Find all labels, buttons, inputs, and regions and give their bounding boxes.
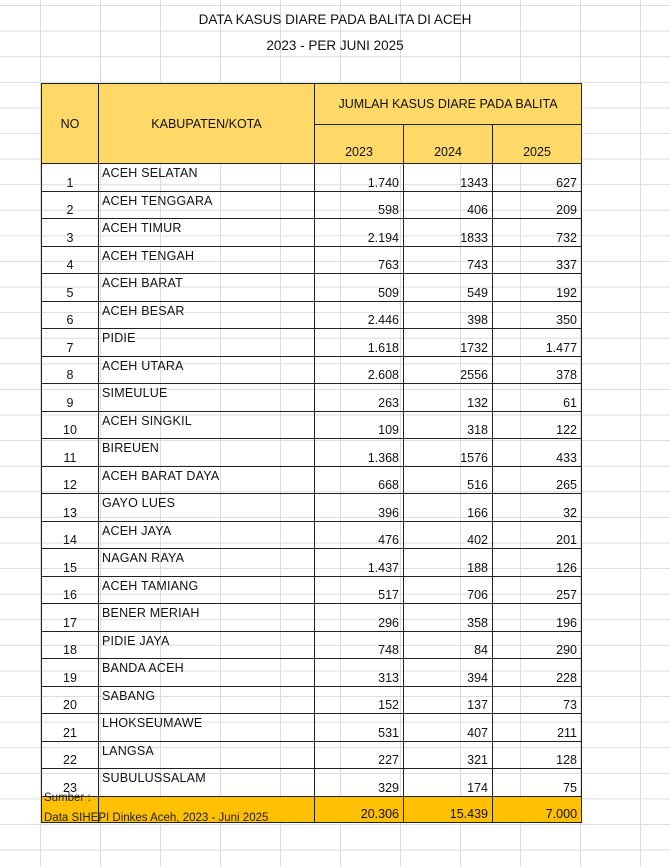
cell-2024: 358 — [404, 604, 493, 632]
cell-2024: 1833 — [404, 219, 493, 247]
cell-kabupaten: PIDIE — [99, 329, 315, 357]
cell-2024: 2556 — [404, 356, 493, 384]
cell-2025: 211 — [493, 714, 582, 742]
cell-2023: 2.608 — [315, 356, 404, 384]
cell-kabupaten: SUBULUSSALAM — [99, 769, 315, 797]
cell-2024: 706 — [404, 576, 493, 604]
cell-2024: 318 — [404, 411, 493, 439]
cell-2025: 61 — [493, 384, 582, 412]
cell-kabupaten: NAGAN RAYA — [99, 549, 315, 577]
cell-2023: 152 — [315, 686, 404, 714]
cell-kabupaten: ACEH TENGAH — [99, 246, 315, 274]
table-row — [42, 301, 582, 329]
table-row — [42, 521, 582, 549]
cell-2025: 122 — [493, 411, 582, 439]
cell-2024: 1343 — [404, 164, 493, 192]
cell-2023: 476 — [315, 521, 404, 549]
table-row — [42, 549, 582, 577]
table-row — [42, 191, 582, 219]
cell-2024: 398 — [404, 301, 493, 329]
cell-2025: 32 — [493, 494, 582, 522]
cell-kabupaten: ACEH TIMUR — [99, 219, 315, 247]
cell-no: 7 — [42, 329, 99, 357]
table-row — [42, 411, 582, 439]
cell-2023: 598 — [315, 191, 404, 219]
cell-2024: 174 — [404, 769, 493, 797]
source-text: Data SIHEPI Dinkes Aceh, 2023 - Juni 2025 — [44, 812, 269, 824]
cell-kabupaten: LANGSA — [99, 741, 315, 769]
table-row — [42, 576, 582, 604]
cell-2023: 2.194 — [315, 219, 404, 247]
cell-2024: 1576 — [404, 439, 493, 467]
cell-2023: 748 — [315, 631, 404, 659]
table-row — [42, 329, 582, 357]
cell-kabupaten: ACEH JAYA — [99, 521, 315, 549]
cell-2024: 137 — [404, 686, 493, 714]
cell-2023: 109 — [315, 411, 404, 439]
cell-2025: 290 — [493, 631, 582, 659]
cell-2024: 394 — [404, 659, 493, 687]
cell-2023: 313 — [315, 659, 404, 687]
cell-2025: 350 — [493, 301, 582, 329]
table-row — [42, 714, 582, 742]
cell-2024: 132 — [404, 384, 493, 412]
cell-no: 13 — [42, 494, 99, 522]
header-year-2024: 2024 — [404, 125, 493, 164]
cell-2023: 1.437 — [315, 549, 404, 577]
cell-kabupaten: ACEH BESAR — [99, 301, 315, 329]
cell-no: 20 — [42, 686, 99, 714]
header-jumlah-kasus: JUMLAH KASUS DIARE PADA BALITA — [315, 84, 582, 125]
cell-2023: 227 — [315, 741, 404, 769]
document-subtitle: 2023 - PER JUNI 2025 — [266, 38, 404, 53]
table-row — [42, 769, 582, 797]
table-row — [42, 384, 582, 412]
cell-2025: 192 — [493, 274, 582, 302]
cell-2024: 549 — [404, 274, 493, 302]
cell-kabupaten: GAYO LUES — [99, 494, 315, 522]
cell-no: 3 — [42, 219, 99, 247]
cell-2025: 126 — [493, 549, 582, 577]
table-row — [42, 219, 582, 247]
document-title: DATA KASUS DIARE PADA BALITA DI ACEH — [198, 12, 472, 27]
table-row — [42, 604, 582, 632]
cell-2023: 296 — [315, 604, 404, 632]
cell-2024: 166 — [404, 494, 493, 522]
cell-kabupaten: SABANG — [99, 686, 315, 714]
cell-2023: 1.740 — [315, 164, 404, 192]
header-year-2023: 2023 — [315, 125, 404, 164]
cell-2025: 627 — [493, 164, 582, 192]
cell-kabupaten: ACEH TENGGARA — [99, 191, 315, 219]
cell-no: 6 — [42, 301, 99, 329]
cell-no: 5 — [42, 274, 99, 302]
cell-2023: 509 — [315, 274, 404, 302]
cell-2023: 517 — [315, 576, 404, 604]
table-row — [42, 246, 582, 274]
cell-2023: 1.368 — [315, 439, 404, 467]
table-row — [42, 466, 582, 494]
cell-2025: 265 — [493, 466, 582, 494]
cell-no: 23 — [42, 769, 99, 797]
cell-2025: 201 — [493, 521, 582, 549]
cell-no: 17 — [42, 604, 99, 632]
cell-no: 14 — [42, 521, 99, 549]
source-label: Sumber : — [44, 792, 91, 804]
cell-no: 12 — [42, 466, 99, 494]
cell-kabupaten: LHOKSEUMAWE — [99, 714, 315, 742]
cell-no: 15 — [42, 549, 99, 577]
header-kabupaten-kota: KABUPATEN/KOTA — [99, 84, 315, 164]
cell-no: 21 — [42, 714, 99, 742]
table-row — [42, 686, 582, 714]
cell-2023: 329 — [315, 769, 404, 797]
cell-kabupaten: ACEH UTARA — [99, 356, 315, 384]
cell-2024: 1732 — [404, 329, 493, 357]
cell-no: 9 — [42, 384, 99, 412]
cell-no: 11 — [42, 439, 99, 467]
cell-2024: 402 — [404, 521, 493, 549]
cell-kabupaten: SIMEULUE — [99, 384, 315, 412]
total-2024: 15.439 — [404, 796, 493, 822]
cell-2023: 2.446 — [315, 301, 404, 329]
cell-no: 8 — [42, 356, 99, 384]
cell-kabupaten: PIDIE JAYA — [99, 631, 315, 659]
cell-2025: 378 — [493, 356, 582, 384]
cell-2023: 1.618 — [315, 329, 404, 357]
header-no: NO — [42, 84, 99, 164]
cell-2025: 73 — [493, 686, 582, 714]
cell-kabupaten: ACEH BARAT DAYA — [99, 466, 315, 494]
cell-2023: 763 — [315, 246, 404, 274]
header-row-top — [42, 84, 582, 125]
table-row — [42, 274, 582, 302]
diarrhea-cases-table — [41, 83, 582, 823]
cell-kabupaten: ACEH SINGKIL — [99, 411, 315, 439]
cell-2024: 516 — [404, 466, 493, 494]
cell-2024: 321 — [404, 741, 493, 769]
cell-2023: 668 — [315, 466, 404, 494]
cell-2023: 396 — [315, 494, 404, 522]
cell-no: 22 — [42, 741, 99, 769]
cell-kabupaten: ACEH BARAT — [99, 274, 315, 302]
cell-2025: 257 — [493, 576, 582, 604]
cell-2025: 128 — [493, 741, 582, 769]
header-year-2025: 2025 — [493, 125, 582, 164]
cell-2025: 209 — [493, 191, 582, 219]
table-row — [42, 439, 582, 467]
cell-2024: 84 — [404, 631, 493, 659]
cell-2025: 196 — [493, 604, 582, 632]
table-row — [42, 741, 582, 769]
cell-2025: 732 — [493, 219, 582, 247]
total-2025: 7.000 — [493, 796, 582, 822]
cell-kabupaten: ACEH SELATAN — [99, 164, 315, 192]
cell-no: 19 — [42, 659, 99, 687]
cell-2025: 1.477 — [493, 329, 582, 357]
cell-no: 2 — [42, 191, 99, 219]
cell-kabupaten: BENER MERIAH — [99, 604, 315, 632]
table-row — [42, 494, 582, 522]
cell-2024: 188 — [404, 549, 493, 577]
cell-no: 16 — [42, 576, 99, 604]
cell-2025: 337 — [493, 246, 582, 274]
table-row — [42, 356, 582, 384]
cell-2023: 263 — [315, 384, 404, 412]
cell-2024: 407 — [404, 714, 493, 742]
cell-kabupaten: BIREUEN — [99, 439, 315, 467]
cell-2024: 406 — [404, 191, 493, 219]
cell-2024: 743 — [404, 246, 493, 274]
cell-2023: 531 — [315, 714, 404, 742]
cell-no: 4 — [42, 246, 99, 274]
cell-2025: 75 — [493, 769, 582, 797]
table-row — [42, 164, 582, 192]
table-row — [42, 659, 582, 687]
cell-2025: 433 — [493, 439, 582, 467]
cell-no: 1 — [42, 164, 99, 192]
cell-no: 18 — [42, 631, 99, 659]
cell-kabupaten: ACEH TAMIANG — [99, 576, 315, 604]
cell-no: 10 — [42, 411, 99, 439]
table-row — [42, 631, 582, 659]
total-2023: 20.306 — [315, 796, 404, 822]
cell-2025: 228 — [493, 659, 582, 687]
cell-kabupaten: BANDA ACEH — [99, 659, 315, 687]
